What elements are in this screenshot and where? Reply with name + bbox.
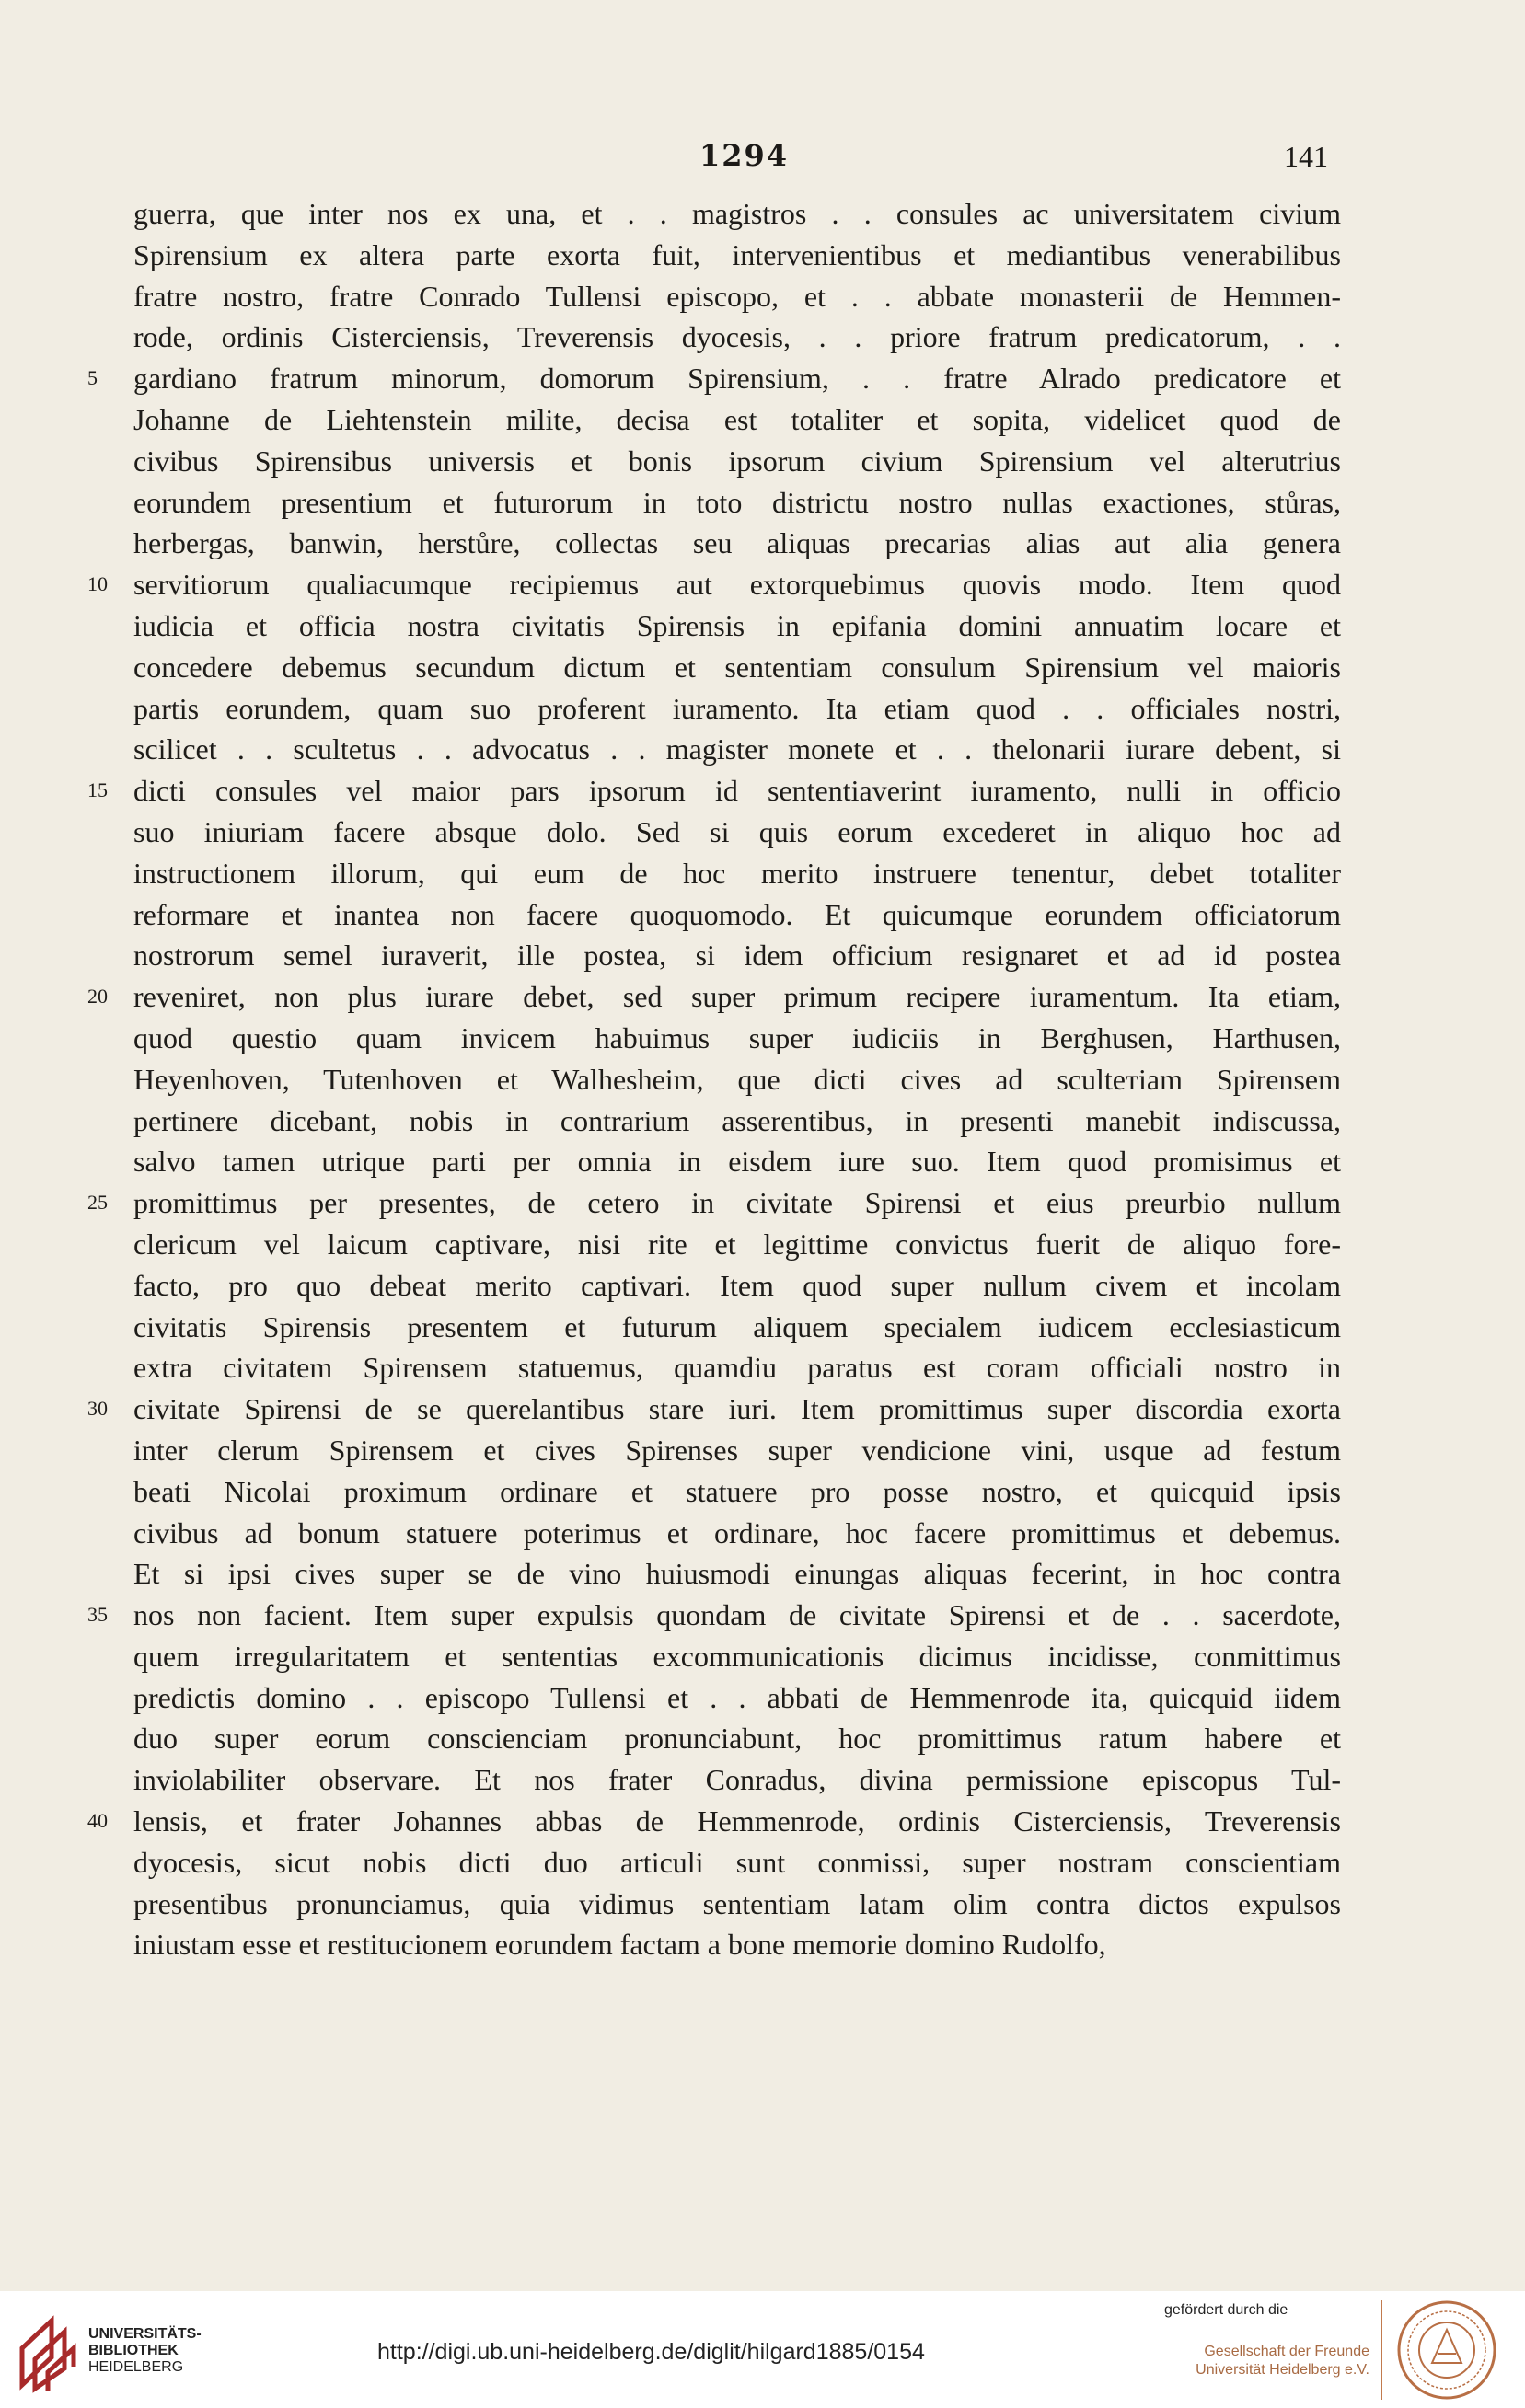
line-text: lensis, et frater Johannes abbas de Hemmenrode, ordinis Cisterciensis, Treverensis — [133, 1804, 1341, 1838]
line-text: nos non facient. Item super expulsis quondam de civitate Spirensi et de . . sacerdote, — [133, 1598, 1341, 1632]
page-year: 1294 — [699, 138, 790, 173]
text-line — [87, 976, 1341, 1018]
line-text: clericum vel laicum captivare, nisi rite et legittime convictus fuerit de aliquo fore- — [133, 1227, 1341, 1261]
line-text: rode, ordinis Cisterciensis, Treverensis dyocesis, . . priore fratrum predicatorum, . . — [133, 320, 1341, 354]
line-text: servitiorum qualiacumque recipiemus aut extorquebimus quovis modo. Item quod — [133, 568, 1341, 602]
line-text: Spirensium ex altera parte exorta fuit, intervenientibus et mediantibus venerabilibus — [133, 237, 1341, 271]
text-line — [133, 1347, 1341, 1388]
body-text — [87, 193, 1341, 1965]
line-text: iniustam esse et restitucionem eorundem factam a bone memorie domino Rudolfo, — [133, 1928, 1106, 1962]
sponsor-name-line1: Gesellschaft der Freunde — [1204, 2344, 1369, 2359]
text-line — [87, 564, 1341, 605]
line-text: beati Nicolai proximum ordinare et statuere pro posse nostro, et quicquid ipsis — [133, 1474, 1341, 1508]
sponsor-name — [1185, 2343, 1369, 2379]
line-text: civitate Spirensi de se querelantibus stare iuri. Item promittimus super discordia exorta — [133, 1392, 1341, 1426]
line-text: dyocesis, sicut nobis dicti duo articuli sunt conmissi, super nostram conscientiam — [133, 1845, 1341, 1879]
footer-divider — [1381, 2300, 1382, 2400]
text-line — [133, 441, 1341, 482]
line-text: herbergas, banwin, herstůre, collectas seu aliquas precarias alias aut alia genera — [133, 526, 1341, 560]
line-text: quem irregularitatem et sententias excommunicationis dicimus incidisse, conmittimus — [133, 1639, 1341, 1673]
line-text: civitatis Spirensis presentem et futurum aliquem specialem iudicem ecclesiasticum — [133, 1309, 1341, 1343]
line-text: reformare et inantea non facere quoquomodo. Et quicumque eorundem officiatorum — [133, 897, 1341, 931]
line-text: salvo tamen utrique parti per omnia in eisdem iure suo. Item quod promisimus et — [133, 1145, 1341, 1179]
page-number: 141 — [1284, 140, 1328, 173]
line-number: 35 — [87, 1603, 108, 1627]
library-name-line1: UNIVERSITÄTS- — [88, 2326, 202, 2342]
funded-by-label: gefördert durch die — [1164, 2302, 1288, 2318]
text-line — [133, 1265, 1341, 1307]
university-seal-icon — [1395, 2299, 1498, 2402]
text-line — [133, 1513, 1341, 1554]
line-text: guerra, que inter nos ex una, et . . magistros . . consules ac universitatem civium — [133, 197, 1341, 230]
library-name-line3: HEIDELBERG — [88, 2359, 184, 2375]
text-line — [133, 523, 1341, 564]
line-text: eorundem presentium et futurorum in toto districtu nostro nullas exactiones, stůras, — [133, 485, 1341, 519]
line-text: inter clerum Spirensem et cives Spirenses super vendicione vini, usque ad festum — [133, 1433, 1341, 1467]
line-text: Heyenhoven, Tutenhoven et Walhesheim, que dicti cives ad sculteтiam Spirensem — [133, 1062, 1341, 1096]
text-line — [133, 1018, 1341, 1059]
text-line — [87, 1595, 1341, 1636]
line-text: iudicia et officia nostra civitatis Spirensis in epifania domini annuatim locare et — [133, 608, 1341, 642]
line-text: scilicet . . scultetus . . advocatus . . magister monete et . . thelonarii iurare debent, si — [133, 732, 1341, 766]
sponsor-name-line2: Universität Heidelberg e.V. — [1196, 2362, 1369, 2378]
text-line — [133, 317, 1341, 358]
line-text: presentibus pronunciamus, quia vidimus sententiam latam olim contra dictos expulsos — [133, 1886, 1341, 1920]
page-header — [0, 138, 1525, 175]
line-number: 15 — [87, 778, 108, 802]
text-line — [133, 853, 1341, 894]
line-text: pertinere dicebant, nobis in contrarium asserentibus, in presenti manebit indiscussa, — [133, 1103, 1341, 1137]
text-line — [87, 358, 1341, 399]
line-number: 30 — [87, 1397, 108, 1421]
text-line — [133, 688, 1341, 730]
text-line — [133, 1471, 1341, 1513]
line-text: Et si ipsi cives super se de vino huiusmodi einungas aliquas fecerint, in hoc contra — [133, 1557, 1341, 1591]
line-text: partis eorundem, quam suo proferent iuramento. Ita etiam quod . . officiales nostri, — [133, 691, 1341, 725]
library-name — [88, 2326, 202, 2376]
line-text: reveniret, non plus iurare debet, sed super primum recipere iuramentum. Ita etiam, — [133, 980, 1341, 1014]
line-text: fratre nostro, fratre Conrado Tullensi episcopo, et . . abbate monasterii de Hemmen- — [133, 279, 1341, 313]
line-text: Johanne de Liehtenstein milite, decisa est totaliter et sopita, videlicet quod de — [133, 402, 1341, 436]
line-text: civibus ad bonum statuere poterimus et ordinare, hoc facere promittimus et debemus. — [133, 1515, 1341, 1550]
text-line — [133, 1430, 1341, 1471]
text-line — [133, 812, 1341, 853]
text-line — [133, 193, 1341, 235]
line-number: 5 — [87, 366, 98, 390]
text-line — [133, 1759, 1341, 1801]
text-line — [133, 276, 1341, 317]
line-number: 40 — [87, 1809, 108, 1833]
text-line — [87, 1182, 1341, 1224]
text-line — [133, 1677, 1341, 1719]
line-text: inviolabiliter observare. Et nos frater Conradus, divina permissione episcopus Tul- — [133, 1763, 1341, 1797]
text-line — [133, 1224, 1341, 1265]
text-line — [133, 894, 1341, 936]
text-line — [133, 1636, 1341, 1677]
text-line — [133, 1884, 1341, 1925]
line-text: civibus Spirensibus universis et bonis ipsorum civium Spirensium vel alterutrius — [133, 444, 1341, 478]
line-text: suo iniuriam facere absque dolo. Sed si quis eorum excederet in aliquo hoc ad — [133, 814, 1341, 848]
text-line — [87, 770, 1341, 812]
line-text: predictis domino . . episcopo Tullensi et . . abbati de Hemmenrode ita, quicquid iidem — [133, 1680, 1341, 1714]
line-text: instructionem illorum, qui eum de hoc merito instruere tenentur, debet totaliter — [133, 856, 1341, 890]
text-line — [133, 1842, 1341, 1884]
text-line — [87, 1388, 1341, 1430]
library-name-line2: BIBLIOTHEK — [88, 2343, 179, 2358]
line-text: extra civitatem Spirensem statuemus, quamdiu paratus est coram officiali nostro in — [133, 1351, 1341, 1385]
text-line — [133, 647, 1341, 688]
text-line — [133, 1307, 1341, 1348]
text-line — [87, 1801, 1341, 1842]
text-line — [133, 935, 1341, 976]
text-line — [133, 399, 1341, 441]
line-text: promittimus per presentes, de cetero in civitate Spirensi et eius preurbio nullum — [133, 1186, 1341, 1220]
line-text: dicti consules vel maior pars ipsorum id sententiaverint iuramento, nulli in officio — [133, 774, 1341, 808]
text-line — [133, 1924, 1341, 1965]
line-number: 20 — [87, 985, 108, 1008]
text-line — [133, 235, 1341, 276]
line-text: facto, pro quo debeat merito captivari. Item quod super nullum civem et incolam — [133, 1268, 1341, 1302]
text-line — [133, 482, 1341, 524]
text-line — [133, 1141, 1341, 1182]
text-line — [133, 1553, 1341, 1595]
line-number: 10 — [87, 572, 108, 596]
line-number: 25 — [87, 1191, 108, 1215]
line-text: concedere debemus secundum dictum et sententiam consulum Spirensium vel maioris — [133, 650, 1341, 684]
text-line — [133, 729, 1341, 770]
text-line — [133, 605, 1341, 647]
text-line — [133, 1100, 1341, 1142]
line-text: quod questio quam invicem habuimus super iudiciis in Berghusen, Harthusen, — [133, 1020, 1341, 1054]
line-text: gardiano fratrum minorum, domorum Spirensium, . . fratre Alrado predicatore et — [133, 362, 1341, 396]
line-text: nostrorum semel iuraverit, ille postea, si idem officium resignaret et ad id postea — [133, 939, 1341, 973]
line-text: duo super eorum conscienciam pronunciabunt, hoc promittimus ratum habere et — [133, 1722, 1341, 1756]
library-logo-icon — [15, 2311, 79, 2394]
text-line — [133, 1718, 1341, 1759]
footer-bar — [0, 2291, 1525, 2408]
text-line — [133, 1059, 1341, 1100]
permalink-url[interactable]: http://digi.ub.uni-heidelberg.de/diglit/hilgard1885/0154 — [377, 2339, 925, 2365]
